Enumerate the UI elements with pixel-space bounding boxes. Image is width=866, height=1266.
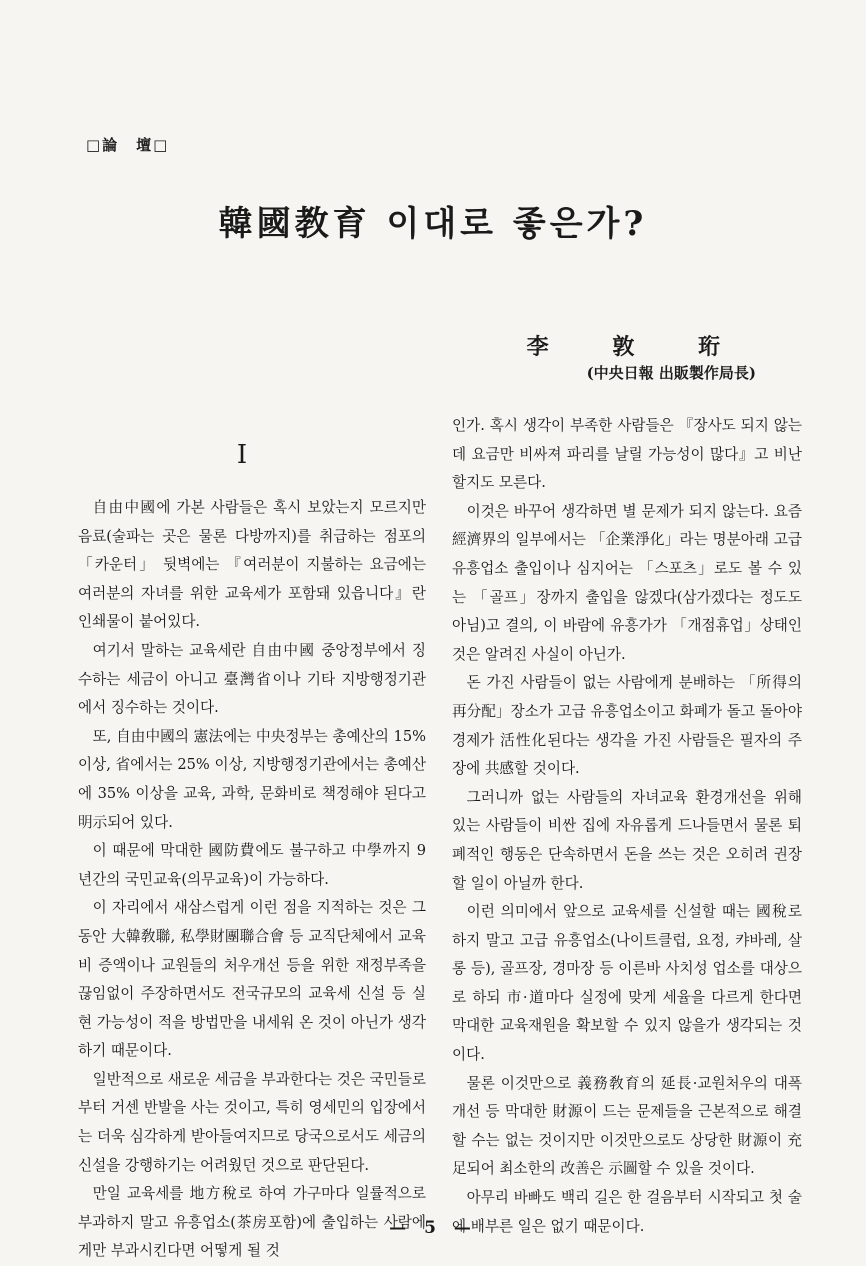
paragraph: 인가. 혹시 생각이 부족한 사람들은 『장사도 되지 않는데 요금만 비싸져 파리를 날릴 가능성이 많다』고 비난할지도 모른다. [452,417,802,492]
left-column [78,494,426,1266]
paragraph: 일반적으로 새로운 세금을 부과한다는 것은 국민들로부터 거센 반발을 사는 것이고, 특히 영세민의 입장에서는 더욱 심각하게 받아들여지므로 당국으로서도 세금의 신설을 강행하기는 어려웠던 것으로 판단된다. [78,1070,426,1174]
paragraph: 이 자리에서 새삼스럽게 이런 점을 지적하는 것은 그동안 大韓敎聯, 私學財團聯合會 등 교직단체에서 교육비 증액이나 교원들의 처우개선 등을 위한 재정부족을 끊임없이 주장하면서도 전국규모의 교육세 신설 등 실현 가능성이 적을 방법만을 내세워 온 것이 아닌가 생각하기 때문이다. [78,899,426,1060]
section-number: I [236,440,248,470]
author-name: 李 敦 珩 [526,334,748,360]
paragraph: 그러니까 없는 사람들의 자녀교육 환경개선을 위해 있는 사람들이 비싼 집에 자유롭게 드나들면서 물론 퇴폐적인 행동은 단속하면서 돈을 쓰는 것은 오히려 권장할 일이 아닐까 한다. [452,788,802,892]
article-title: 韓國教育 이대로 좋은가? [218,204,648,244]
paragraph: 돈 가진 사람들이 없는 사람에게 분배하는 「所得의 再分配」장소가 고급 유흥업소이고 화폐가 돌고 돌아야 경제가 活性化된다는 생각을 가진 사람들은 필자의 주장에 共感할 것이다. [452,674,802,778]
paragraph: 또, 自由中國의 憲法에는 中央정부는 총예산의 15% 이상, 省에서는 25% 이상, 지방행정기관에서는 총예산에 35% 이상을 교육, 과학, 문화비로 책정해야 된다고 明示되어 있다. [78,727,426,831]
paragraph: 이 때문에 막대한 國防費에도 불구하고 中學까지 9년간의 국민교육(의무교육)이 가능하다. [78,842,426,888]
paragraph: 이런 의미에서 앞으로 교육세를 신설할 때는 國稅로 하지 말고 고급 유흥업소(나이트클럽, 요정, 캬바레, 살롱 등), 골프장, 경마장 등 이른바 사치성 업소를 대상으로 하되 市·道마다 실정에 맞게 세율을 다르게 한다면 막대한 교육재원을 확보할 수 있지 않을가 생각되는 것이다. [452,903,802,1064]
paragraph: 이것은 바꾸어 생각하면 별 문제가 되지 않는다. 요즘 經濟界의 일부에서는 「企業淨化」라는 명분아래 고급 유흥업소 출입이나 심지어는 「스포츠」로도 볼 수 있는 「골프」장까지 출입을 않겠다(삼가겠다는 정도도 아님)고 결의, 이 바람에 유흥가가 「개점휴업」상태인 것은 알려진 사실이 아닌가. [452,502,802,663]
paragraph: 물론 이것만으로 義務敎育의 延長·교원처우의 대폭개선 등 막대한 財源이 드는 문제들을 근본적으로 해결할 수는 없는 것이지만 이것만으로도 상당한 財源이 充足되어 최소한의 改善은 示圖할 수 있을 것이다. [452,1074,802,1178]
page-number: — 5 — [389,1218,477,1238]
paragraph: 만일 교육세를 地方稅로 하여 가구마다 일률적으로 부과하지 말고 유흥업소(茶房포함)에 출입하는 사람에게만 부과시킨다면 어떻게 될 것 [78,1185,426,1260]
paragraph: 여기서 말하는 교육세란 自由中國 중앙정부에서 징수하는 세금이 아니고 臺灣省이나 기타 지방행정기관에서 징수하는 것이다. [78,641,426,717]
paragraph: 自由中國에 가본 사람들은 혹시 보았는지 모르지만 음료(술파는 곳은 물론 다방까지)를 취급하는 점포의 「카운터」 뒷벽에는 『여러분이 지불하는 요금에는 여러분의 자녀를 위한 교육세가 포함돼 있읍니다』란 인쇄물이 붙어있다. [78,499,426,631]
paragraph: 아무리 바빠도 백리 길은 한 걸음부터 시작되고 첫 술에 배부른 일은 없기 때문이다. [452,1189,802,1235]
section-tag: □論 壇□ [86,136,170,154]
author-affiliation: (中央日報 出販製作局長) [586,364,756,382]
right-column [452,412,802,1241]
